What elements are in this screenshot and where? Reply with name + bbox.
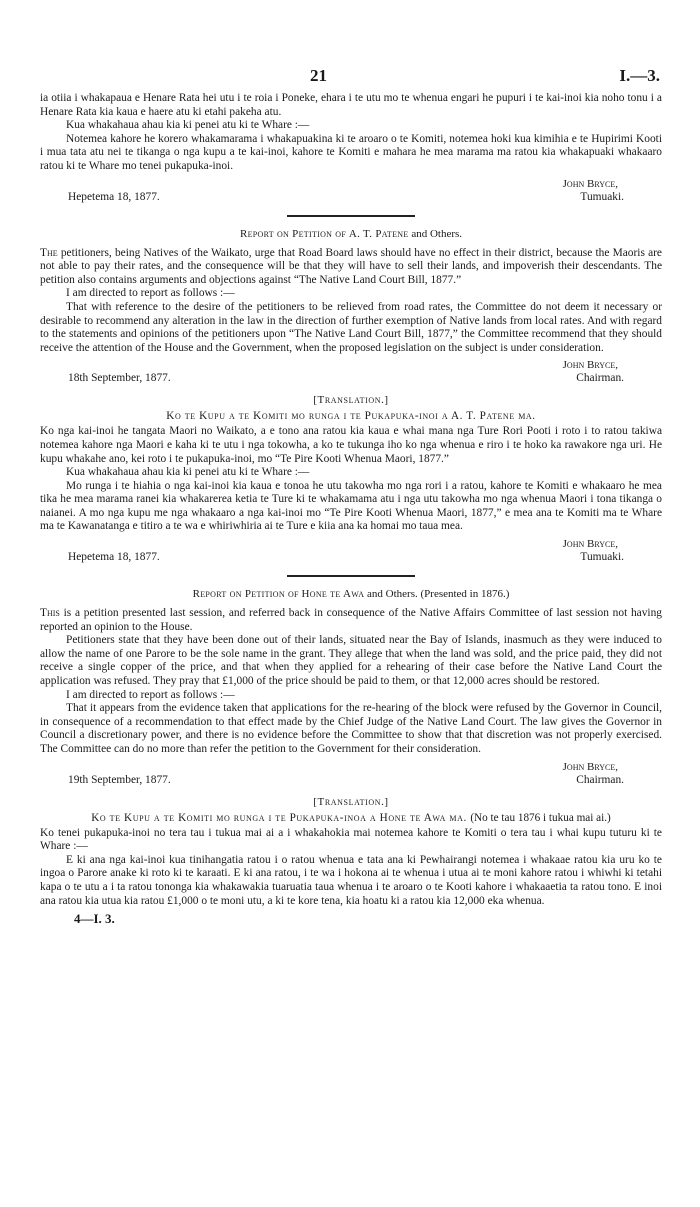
translation-label: [Translation.]	[313, 394, 389, 407]
section-report-hone-te-awa	[40, 587, 662, 789]
signature-line	[40, 551, 662, 566]
date: 19th September, 1877.	[68, 773, 171, 786]
role: Chairman.	[576, 773, 624, 786]
section-divider	[287, 575, 415, 577]
signatory: John Bryce,	[562, 760, 618, 773]
document-page	[40, 66, 662, 927]
signatory: John Bryce,	[562, 177, 618, 190]
paragraph: This is a petition presented last session, and referred back in consequence of the Native Affairs Committee of last session not having reported an opinion to the House.	[40, 607, 662, 633]
signature-mark: 4—I. 3.	[74, 911, 115, 927]
section-translation-hone-te-awa	[40, 796, 662, 909]
section-translation-patene	[40, 394, 662, 566]
paragraph: Ko nga kai-inoi he tangata Maori no Waikato, a e tono ana ratou kia kaua e whai mana nga Ture Rori Pooti i roto i to ratou takiwa notemea kahore nga Maori e kaha ki te utu i nga tokowha, a ko te tukunga iho ko nga whenua e riro i te hoko ka rawakore nga uri. He kupu whakahe ano, kei roto i te pukapuka-inoi, mo “Te Pire Kooti Whenua Maori, 1877.”	[40, 425, 662, 465]
paragraph: That with reference to the desire of the petitioners to be relieved from road rates, the Committee do not deem it necessary or desirable to recommend any alteration in the law in the direction of further exemption of Native lands from local rates. And with regard to the statements and opinions of the petitioners upon “The Native Land Court Bill, 1877,” the Committee recommend that they should receive the attention of the House and the Government, when the proposed legislation on the subject is under consideration.	[40, 300, 662, 354]
page-header	[40, 66, 662, 92]
date: 18th September, 1877.	[68, 372, 171, 385]
role: Tumuaki.	[580, 551, 624, 564]
role: Tumuaki.	[580, 190, 624, 203]
document-reference: I.—3.	[619, 66, 660, 85]
paragraph: The petitioners, being Natives of the Waikato, urge that Road Board laws should have no effect in their district, because the Maoris are not able to pay their rates, and the consequence will be that they will have to sell their lands, and impoverish their descendants. The petition also contains arguments and objections against “The Native Land Court Bill, 1877.”	[40, 246, 662, 286]
paragraph: ia otiia i whakapaua e Henare Rata hei utu i te roia i Poneke, ehara i te utu mo te whenua engari he pupuri i te kai-inoi kia noho tonu i a Henare Rata kia kaua e haere atu ki etahi pakeha atu.	[40, 92, 662, 118]
section-divider	[287, 215, 415, 217]
translation-label: [Translation.]	[313, 795, 389, 808]
signature-line	[40, 191, 662, 206]
section-report-patene	[40, 227, 662, 388]
paragraph: Notemea kahore he korero whakamarama i whakapuakina ki te aroaro o te Komiti, notemea hoki kua kimihia e te Hupirimi Kooti i mua tata atu nei te tikanga o nga kupu a te kai-inoi, kahore te Komiti e mahara he mea marama ma ratou kia whakapuaki whakaaro ratou ki te Whare mo tenei pukapuka-inoi.	[40, 132, 662, 172]
date: Hepetema 18, 1877.	[68, 190, 160, 203]
role: Chairman.	[576, 372, 624, 385]
paragraph: I am directed to report as follows :—	[66, 287, 235, 300]
section-continuation	[40, 92, 662, 206]
signatory: John Bryce,	[562, 538, 618, 551]
signature-line	[40, 372, 662, 387]
section-heading: Report on Petition of Hone te Awa and Others. (Presented in 1876.)	[192, 588, 510, 601]
paragraph: Kua whakahaua ahau kia ki penei atu ki te Whare :—	[66, 466, 310, 479]
paragraph: E ki ana nga kai-inoi kua tinihangatia ratou i o ratou whenua e tata ana ki Pewhairangi notemea i whakaae ratou kia uru ko te ingoa o Parore anake ki roto ki te karaati. E ki ana ratou, i te wa i hokona ai te whenua i utua ai te moni kahore ratou i whiwhi ki tetahi kapa o te utu a i ta ratou tononga kia whakawakia tuaruatia taua whenua i te aroaro o te Kooti kahore i whakaaetia ta ratou tono. E inoi ana ratou kia utua kia ratou £1,000 o te moni utu, a ki te kore tena, kia hoatu ki a ratou kia 12,000 eka whenua.	[40, 853, 662, 907]
section-heading: Report on Petition of A. T. Patene and Others.	[239, 227, 463, 240]
paragraph: Petitioners state that they have been done out of their lands, situated near the Bay of Islands, inasmuch as they were induced to allow the name of one Parore to be the sole name in the grant. They allege that when the land was sold, and the price paid, they did not receive a single copper of the price, and that when they applied for a rehearing of their case before the Native Land Court the application was refused. They pray that £1,000 of the price should be paid to them, or that 12,000 acres should be restored.	[40, 634, 662, 688]
paragraph: Kua whakahaua ahau kia ki penei atu ki te Whare :—	[66, 119, 310, 132]
paragraph: That it appears from the evidence taken that applications for the re-hearing of the block were refused by the Governor in Council, in consequence of a recommendation to that effect made by the Chief Judge of the Native Land Court. The law gives the Governor in Council a discretionary power, and there is no evidence before the Committee to show that that discretion was not properly exercised. The Committee can do no more than refer the petition to the Government for their consideration.	[40, 702, 662, 755]
date: Hepetema 18, 1877.	[68, 551, 160, 564]
signature-line	[40, 774, 662, 789]
paragraph: Mo runga i te hiahia o nga kai-inoi kia kaua e tonoa he utu takowha mo nga rori i a ratou, kahore te Komiti e whakaaro he mea tika he mea marama ranei kia whakarerea ketia te Ture ki te whakamama atu i nga utu takowha mo nga whenua Maori i tona tikanga o naianei. A mo nga kupu me nga whakaaro a nga kai-inoi mo “Te Pire Kooti Whenua Maori, 1877,” e mea ana te Komiti ma te Whare ma te Kawanatanga e titiro a te wa e whiriwhiria ai te Ture e kiia ana ka homai mo taua mea.	[40, 479, 662, 533]
signatory: John Bryce,	[562, 359, 618, 372]
paragraph: Ko tenei pukapuka-inoi no tera tau i tukua mai ai a i whakahokia mai notemea kahore te Komiti o tera tau i whai kupu tuturu ki te Whare :—	[40, 826, 662, 853]
translation-title: Ko te Kupu a te Komiti mo runga i te Pukapuka-inoi a A. T. Patene ma.	[166, 410, 536, 423]
page-number: 21	[310, 66, 327, 85]
paragraph: I am directed to report as follows :—	[66, 688, 235, 701]
translation-title: Ko te Kupu a te Komiti mo runga i te Pukapuka-inoa a Hone te Awa ma. (No te tau 1876 i tukua mai ai.)	[91, 811, 611, 824]
